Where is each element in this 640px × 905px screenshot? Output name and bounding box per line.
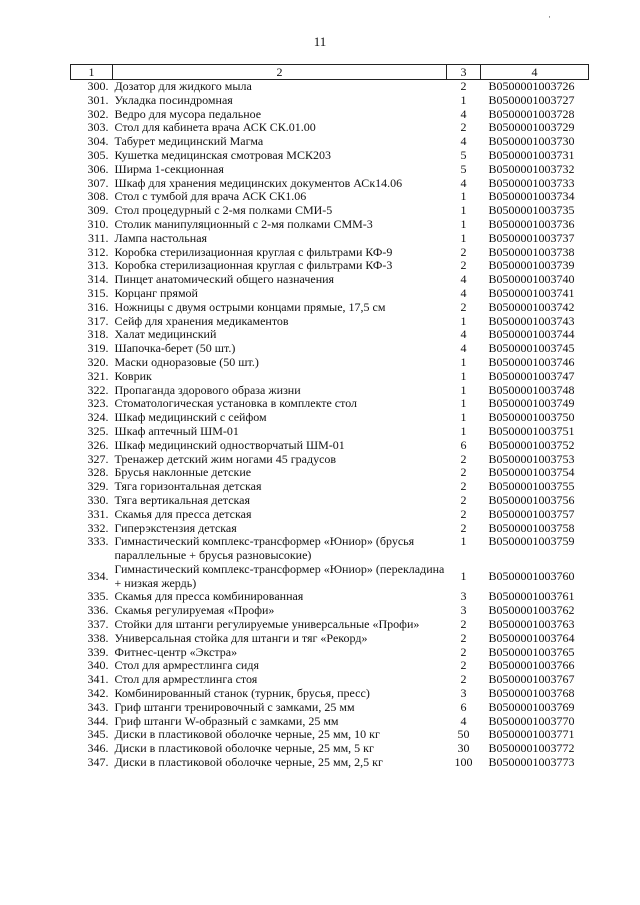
item-quantity: 1 [460, 217, 467, 231]
item-code: В0500001003753 [488, 452, 575, 466]
item-code: В0500001003757 [488, 507, 575, 521]
item-quantity: 2 [460, 79, 467, 93]
item-code: В0500001003728 [488, 107, 575, 121]
row-number: 337. [87, 618, 109, 632]
item-quantity: 2 [460, 521, 467, 535]
item-name: Стол для армрестлинга стоя [114, 673, 258, 687]
item-quantity: 4 [460, 714, 467, 728]
table-row [71, 218, 589, 232]
row-number: 311. [87, 231, 109, 245]
item-code: В0500001003751 [488, 424, 575, 438]
row-number: 334. [87, 568, 109, 583]
table-row [71, 742, 589, 756]
item-code: В0500001003731 [488, 148, 575, 162]
item-name: Стойки для штанги регулируемые универсальные «Профи» [114, 618, 420, 632]
item-code: В0500001003761 [488, 590, 575, 604]
item-quantity: 4 [460, 176, 467, 190]
item-code: В0500001003733 [488, 176, 575, 190]
item-quantity: 4 [460, 342, 467, 356]
row-number: 310. [87, 217, 109, 231]
item-name: Коробка стерилизационная круглая с фильтрами КФ-9 [114, 245, 393, 259]
item-code: В0500001003770 [488, 714, 575, 728]
item-name: Кушетка медицинская смотровая МСК203 [114, 148, 331, 162]
item-quantity: 3 [460, 604, 467, 618]
item-name: Ведро для мусора педальное [114, 107, 262, 121]
table-row [71, 135, 589, 149]
item-code: В0500001003767 [488, 673, 575, 687]
row-number: 315. [87, 286, 109, 300]
table-row [71, 204, 589, 218]
table-body [71, 80, 589, 770]
table-row [71, 149, 589, 163]
item-name: Коробка стерилизационная круглая с фильтрами КФ-3 [114, 259, 393, 273]
item-quantity: 2 [460, 245, 467, 259]
row-number: 308. [87, 190, 109, 204]
row-number: 300. [87, 79, 109, 93]
item-quantity: 2 [460, 300, 467, 314]
table-row [71, 646, 589, 660]
row-number: 339. [87, 645, 109, 659]
table-row [71, 466, 589, 480]
item-quantity: 4 [460, 135, 467, 149]
item-name: Шкаф медицинский с сейфом [114, 411, 267, 425]
page-number: 11 [313, 34, 327, 49]
item-code: В0500001003741 [488, 286, 575, 300]
item-name: Тяга горизонтальная детская [114, 480, 262, 494]
table-row [71, 659, 589, 673]
item-code: В0500001003736 [488, 217, 575, 231]
row-number: 347. [87, 756, 109, 770]
row-number: 309. [87, 204, 109, 218]
table-row [71, 701, 589, 715]
item-code: В0500001003771 [488, 728, 575, 742]
table-row [71, 604, 589, 618]
item-name: Гимнастический комплекс-трансформер «Юниор» (перекладина + низкая жердь) [114, 562, 445, 590]
item-code: В0500001003768 [488, 687, 575, 701]
table-row [71, 439, 589, 453]
item-code: В0500001003755 [488, 480, 575, 494]
table-row [71, 522, 589, 536]
item-quantity: 6 [460, 438, 467, 452]
item-name: Скамья для пресса комбинированная [114, 590, 304, 604]
item-name: Скамья для пресса детская [114, 507, 252, 521]
item-quantity: 2 [460, 493, 467, 507]
table-row [71, 259, 589, 273]
table-row [71, 687, 589, 701]
item-code: В0500001003749 [488, 397, 575, 411]
row-number: 330. [87, 493, 109, 507]
row-number: 338. [87, 631, 109, 645]
table-row [71, 508, 589, 522]
item-code: В0500001003773 [488, 756, 575, 770]
item-name: Гриф штанги W-образный с замками, 25 мм [114, 714, 339, 728]
item-name: Гимнастический комплекс-трансформер «Юниор» (брусья параллельные + брусья разновысокие) [114, 535, 415, 563]
table-row [71, 80, 589, 94]
item-code: В0500001003730 [488, 135, 575, 149]
row-number: 313. [87, 259, 109, 273]
item-code: В0500001003743 [488, 314, 575, 328]
item-code: В0500001003745 [488, 342, 575, 356]
item-code: В0500001003748 [488, 383, 575, 397]
item-name: Шапочка-берет (50 шт.) [114, 342, 236, 356]
table-row [71, 94, 589, 108]
row-number: 325. [87, 424, 109, 438]
item-quantity: 4 [460, 107, 467, 121]
item-quantity: 2 [460, 618, 467, 632]
item-quantity: 1 [460, 93, 467, 107]
column-header-code: 4 [481, 65, 589, 80]
table-row [71, 397, 589, 411]
row-number: 340. [87, 659, 109, 673]
item-name: Фитнес-центр «Экстра» [114, 645, 238, 659]
table-header-row [71, 65, 589, 80]
item-name: Маски одноразовые (50 шт.) [114, 355, 259, 369]
row-number: 336. [87, 604, 109, 618]
row-number: 319. [87, 342, 109, 356]
table-row [71, 108, 589, 122]
table-row [71, 494, 589, 508]
table-row [71, 356, 589, 370]
row-number: 332. [87, 521, 109, 535]
table-row [71, 673, 589, 687]
table-row [71, 232, 589, 246]
item-name: Шкаф медицинский одностворчатый ШМ-01 [114, 438, 345, 452]
item-name: Шкаф для хранения медицинских документов АСк14.06 [114, 176, 403, 190]
column-header-number: 1 [71, 65, 113, 80]
item-name: Халат медицинский [114, 328, 217, 342]
item-quantity: 50 [457, 728, 470, 742]
row-number: 344. [87, 714, 109, 728]
row-number: 321. [87, 369, 109, 383]
item-quantity: 30 [457, 742, 470, 756]
item-name: Диски в пластиковой оболочке черные, 25 мм, 5 кг [114, 742, 374, 756]
item-name: Сейф для хранения медикаментов [114, 314, 289, 328]
item-quantity: 3 [460, 687, 467, 701]
table-row [71, 190, 589, 204]
row-number: 314. [87, 273, 109, 287]
item-name: Коврик [114, 369, 152, 383]
item-name: Пинцет анатомический общего назначения [114, 273, 335, 287]
item-code: В0500001003765 [488, 645, 575, 659]
item-code: В0500001003758 [488, 521, 575, 535]
item-quantity: 2 [460, 466, 467, 480]
item-quantity: 5 [460, 148, 467, 162]
row-number: 301. [87, 93, 109, 107]
item-code: В0500001003737 [488, 231, 575, 245]
item-code: В0500001003754 [488, 466, 575, 480]
item-code: В0500001003756 [488, 493, 575, 507]
item-code: В0500001003752 [488, 438, 575, 452]
table-row [71, 121, 589, 135]
item-name: Стоматологическая установка в комплекте стол [114, 397, 358, 411]
item-quantity: 100 [454, 756, 473, 770]
item-code: В0500001003744 [488, 328, 575, 342]
item-name: Стол с тумбой для врача АСК СК1.06 [114, 190, 307, 204]
item-quantity: 1 [460, 411, 467, 425]
item-quantity: 3 [460, 590, 467, 604]
item-name: Табурет медицинский Магма [114, 135, 264, 149]
row-number: 329. [87, 480, 109, 494]
item-quantity: 1 [460, 568, 467, 583]
row-number: 341. [87, 673, 109, 687]
item-code: В0500001003734 [488, 190, 575, 204]
table-row [71, 480, 589, 494]
item-code: В0500001003772 [488, 742, 575, 756]
item-code: В0500001003738 [488, 245, 575, 259]
item-quantity: 1 [460, 231, 467, 245]
item-name: Корцанг прямой [114, 286, 198, 300]
item-name: Стол для армрестлинга сидя [114, 659, 259, 673]
row-number: 305. [87, 148, 109, 162]
table-row [71, 715, 589, 729]
table-row [71, 328, 589, 342]
item-name: Диски в пластиковой оболочке черные, 25 мм, 2,5 кг [114, 756, 383, 770]
item-code: В0500001003726 [488, 79, 575, 93]
table-row [71, 384, 589, 398]
table-row [71, 287, 589, 301]
table-row [71, 315, 589, 329]
row-number: 331. [87, 507, 109, 521]
row-number: 320. [87, 355, 109, 369]
column-header-quantity: 3 [447, 65, 481, 80]
item-code: В0500001003763 [488, 618, 575, 632]
row-number: 326. [87, 438, 109, 452]
item-code: В0500001003746 [488, 355, 575, 369]
item-name: Столик манипуляционный с 2-мя полками СММ-3 [114, 217, 373, 231]
table-row [71, 535, 589, 563]
item-code: В0500001003735 [488, 204, 575, 218]
table-row [71, 342, 589, 356]
item-name: Стол процедурный с 2-мя полками СМИ-5 [114, 204, 333, 218]
row-number: 303. [87, 121, 109, 135]
row-number: 304. [87, 135, 109, 149]
item-quantity: 1 [460, 397, 467, 411]
row-number: 346. [87, 742, 109, 756]
item-quantity: 1 [460, 424, 467, 438]
item-quantity: 1 [460, 535, 467, 549]
row-number: 323. [87, 397, 109, 411]
row-number: 306. [87, 162, 109, 176]
row-number: 345. [87, 728, 109, 742]
item-quantity: 2 [460, 259, 467, 273]
table-row [71, 632, 589, 646]
item-code: В0500001003747 [488, 369, 575, 383]
row-number: 333. [87, 535, 109, 549]
row-number: 343. [87, 700, 109, 714]
item-name: Ширма 1-секционная [114, 162, 224, 176]
table-row [71, 728, 589, 742]
item-name: Брусья наклонные детские [114, 466, 252, 480]
item-name: Шкаф аптечный ШМ-01 [114, 424, 239, 438]
item-quantity: 1 [460, 204, 467, 218]
table-row [71, 618, 589, 632]
item-name: Гиперэкстензия детская [114, 521, 237, 535]
table-row [71, 177, 589, 191]
table-row [71, 756, 589, 770]
item-quantity: 4 [460, 286, 467, 300]
table-row [71, 246, 589, 260]
item-name: Ножницы с двумя острыми концами прямые, 17,5 см [114, 300, 386, 314]
table-row [71, 370, 589, 384]
table-row [71, 301, 589, 315]
row-number: 322. [87, 383, 109, 397]
table-row [71, 163, 589, 177]
row-number: 327. [87, 452, 109, 466]
item-code: В0500001003750 [488, 411, 575, 425]
table-row [71, 453, 589, 467]
item-name: Диски в пластиковой оболочке черные, 25 мм, 10 кг [114, 728, 380, 742]
row-number: 316. [87, 300, 109, 314]
item-name: Универсальная стойка для штанги и тяг «Рекорд» [114, 631, 368, 645]
item-quantity: 2 [460, 452, 467, 466]
item-name: Тренажер детский жим ногами 45 градусов [114, 452, 337, 466]
item-quantity: 4 [460, 328, 467, 342]
item-quantity: 2 [460, 659, 467, 673]
item-quantity: 1 [460, 314, 467, 328]
item-name: Комбинированный станок (турник, брусья, пресс) [114, 687, 370, 701]
item-code: В0500001003760 [488, 568, 575, 583]
corner-mark: · [548, 12, 551, 22]
row-number: 342. [87, 687, 109, 701]
item-quantity: 2 [460, 121, 467, 135]
table-row [71, 411, 589, 425]
item-quantity: 4 [460, 273, 467, 287]
item-quantity: 2 [460, 507, 467, 521]
item-quantity: 1 [460, 369, 467, 383]
item-quantity: 1 [460, 355, 467, 369]
item-code: В0500001003759 [488, 535, 575, 549]
item-name: Лампа настольная [114, 231, 208, 245]
equipment-table [70, 64, 589, 770]
item-quantity: 6 [460, 700, 467, 714]
item-name: Тяга вертикальная детская [114, 493, 251, 507]
row-number: 328. [87, 466, 109, 480]
row-number: 302. [87, 107, 109, 121]
item-name: Стол для кабинета врача АСК СК.01.00 [114, 121, 316, 135]
item-quantity: 2 [460, 480, 467, 494]
row-number: 307. [87, 176, 109, 190]
item-name: Гриф штанги тренировочный с замками, 25 мм [114, 700, 355, 714]
item-code: В0500001003740 [488, 273, 575, 287]
table-row [71, 425, 589, 439]
item-quantity: 2 [460, 645, 467, 659]
row-number: 317. [87, 314, 109, 328]
item-code: В0500001003769 [488, 700, 575, 714]
item-code: В0500001003729 [488, 121, 575, 135]
column-header-name: 2 [113, 65, 447, 80]
item-name: Укладка посиндромная [114, 93, 233, 107]
row-number: 335. [87, 590, 109, 604]
row-number: 324. [87, 411, 109, 425]
item-name: Пропаганда здорового образа жизни [114, 383, 301, 397]
item-quantity: 2 [460, 631, 467, 645]
table-row [71, 273, 589, 287]
item-quantity: 1 [460, 383, 467, 397]
item-name: Дозатор для жидкого мыла [114, 79, 252, 93]
item-code: В0500001003732 [488, 162, 575, 176]
item-code: В0500001003739 [488, 259, 575, 273]
item-quantity: 1 [460, 190, 467, 204]
table-row [71, 590, 589, 604]
item-quantity: 5 [460, 162, 467, 176]
row-number: 318. [87, 328, 109, 342]
row-number: 312. [87, 245, 109, 259]
item-code: В0500001003742 [488, 300, 575, 314]
item-code: В0500001003766 [488, 659, 575, 673]
item-code: В0500001003764 [488, 631, 575, 645]
item-code: В0500001003727 [488, 93, 575, 107]
table-row [71, 563, 589, 591]
item-code: В0500001003762 [488, 604, 575, 618]
item-quantity: 2 [460, 673, 467, 687]
item-name: Скамья регулируемая «Профи» [114, 604, 275, 618]
